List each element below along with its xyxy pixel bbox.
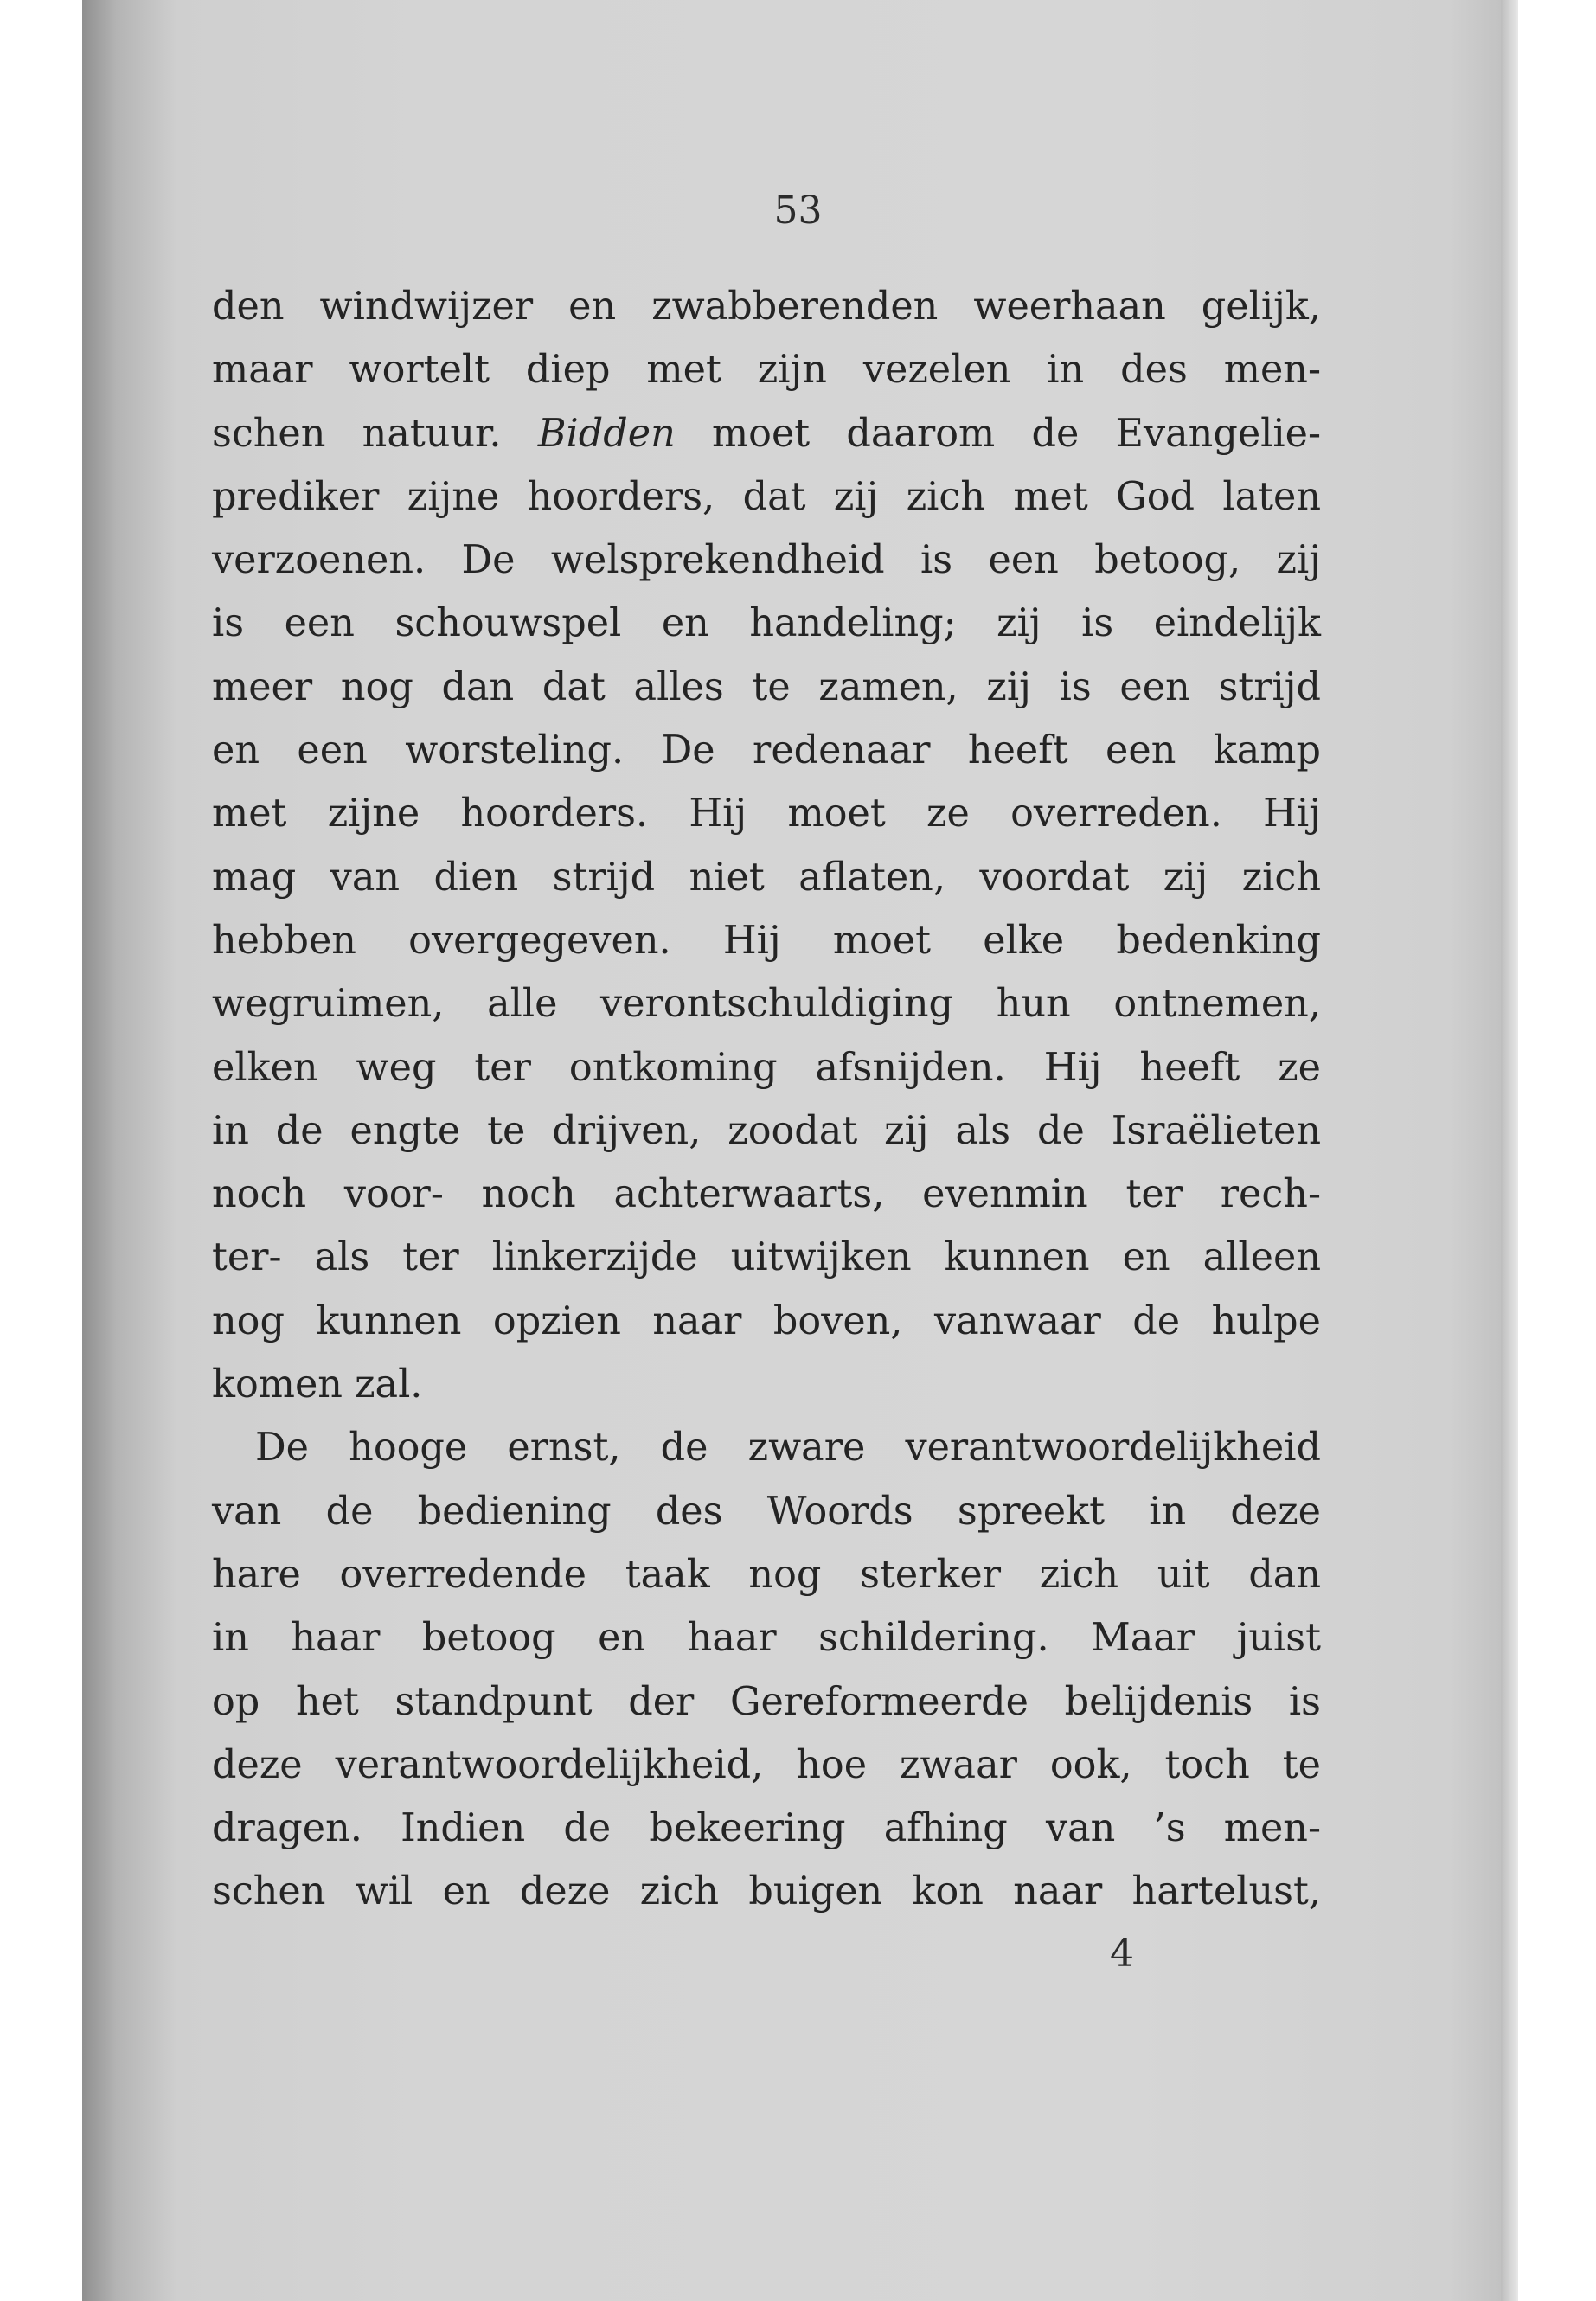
text-line: verzoenen. De welsprekendheid is een betoog, zij (212, 538, 1321, 583)
text-line: maar wortelt diep met zijn vezelen in des men- (212, 348, 1321, 393)
text-line: meer nog dan dat alles te zamen, zij is een strijd (212, 664, 1321, 709)
text-line (212, 402, 1321, 465)
paragraph-2 (212, 1416, 1321, 1923)
text-segment: moet daarom de Evangelie- (675, 411, 1321, 456)
text-line: dragen. Indien de bekeering afhing van ’s men- (212, 1806, 1321, 1851)
body-text (212, 275, 1321, 1924)
text-line: ter- als ter linkerzijde uitwijken kunnen en alleen (212, 1235, 1321, 1280)
book-page (82, 0, 1514, 2301)
text-line: mag van dien strijd niet aflaten, voordat zij zich (212, 855, 1321, 900)
text-line: op het standpunt der Gereformeerde belijdenis is (212, 1679, 1321, 1724)
text-line: is een schouwspel en handeling; zij is eindelijk (212, 601, 1321, 646)
text-line: in de engte te drijven, zoodat zij als de Israëlieten (212, 1108, 1321, 1153)
text-segment: schen natuur. (212, 411, 538, 456)
paragraph-1 (212, 275, 1321, 1416)
text-line: en een worsteling. De redenaar heeft een kamp (212, 728, 1321, 773)
text-line: komen zal. (212, 1362, 423, 1407)
page-edge (1501, 0, 1518, 2301)
text-line: in haar betoog en haar schildering. Maar juist (212, 1616, 1321, 1661)
text-line: deze verantwoordelijkheid, hoe zwaar ook, toch te (212, 1742, 1321, 1787)
text-line: schen wil en deze zich buigen kon naar hartelust, (212, 1869, 1321, 1914)
text-line: De hooge ernst, de zware verantwoordelijkheid (255, 1426, 1321, 1471)
text-line: noch voor- noch achterwaarts, evenmin ter rech- (212, 1172, 1321, 1217)
emphasized-word: Bidden (537, 411, 676, 456)
text-line: van de bediening des Woords spreekt in deze (212, 1489, 1321, 1534)
text-line: prediker zijne hoorders, dat zij zich met God laten (212, 474, 1321, 519)
text-line: elken weg ter ontkoming afsnijden. Hij heeft ze (212, 1045, 1321, 1090)
text-line: hare overredende taak nog sterker zich uit dan (212, 1552, 1321, 1597)
signature-mark: 4 (1110, 1932, 1134, 1976)
page-number: 53 (773, 189, 823, 233)
text-line: nog kunnen opzien naar boven, vanwaar de hulpe (212, 1298, 1321, 1343)
text-line: wegruimen, alle verontschuldiging hun ontnemen, (212, 982, 1321, 1027)
text-line: den windwijzer en zwabberenden weerhaan gelijk, (212, 285, 1321, 329)
text-line: met zijne hoorders. Hij moet ze overreden. Hij (212, 792, 1321, 836)
text-line: hebben overgegeven. Hij moet elke bedenking (212, 918, 1321, 963)
